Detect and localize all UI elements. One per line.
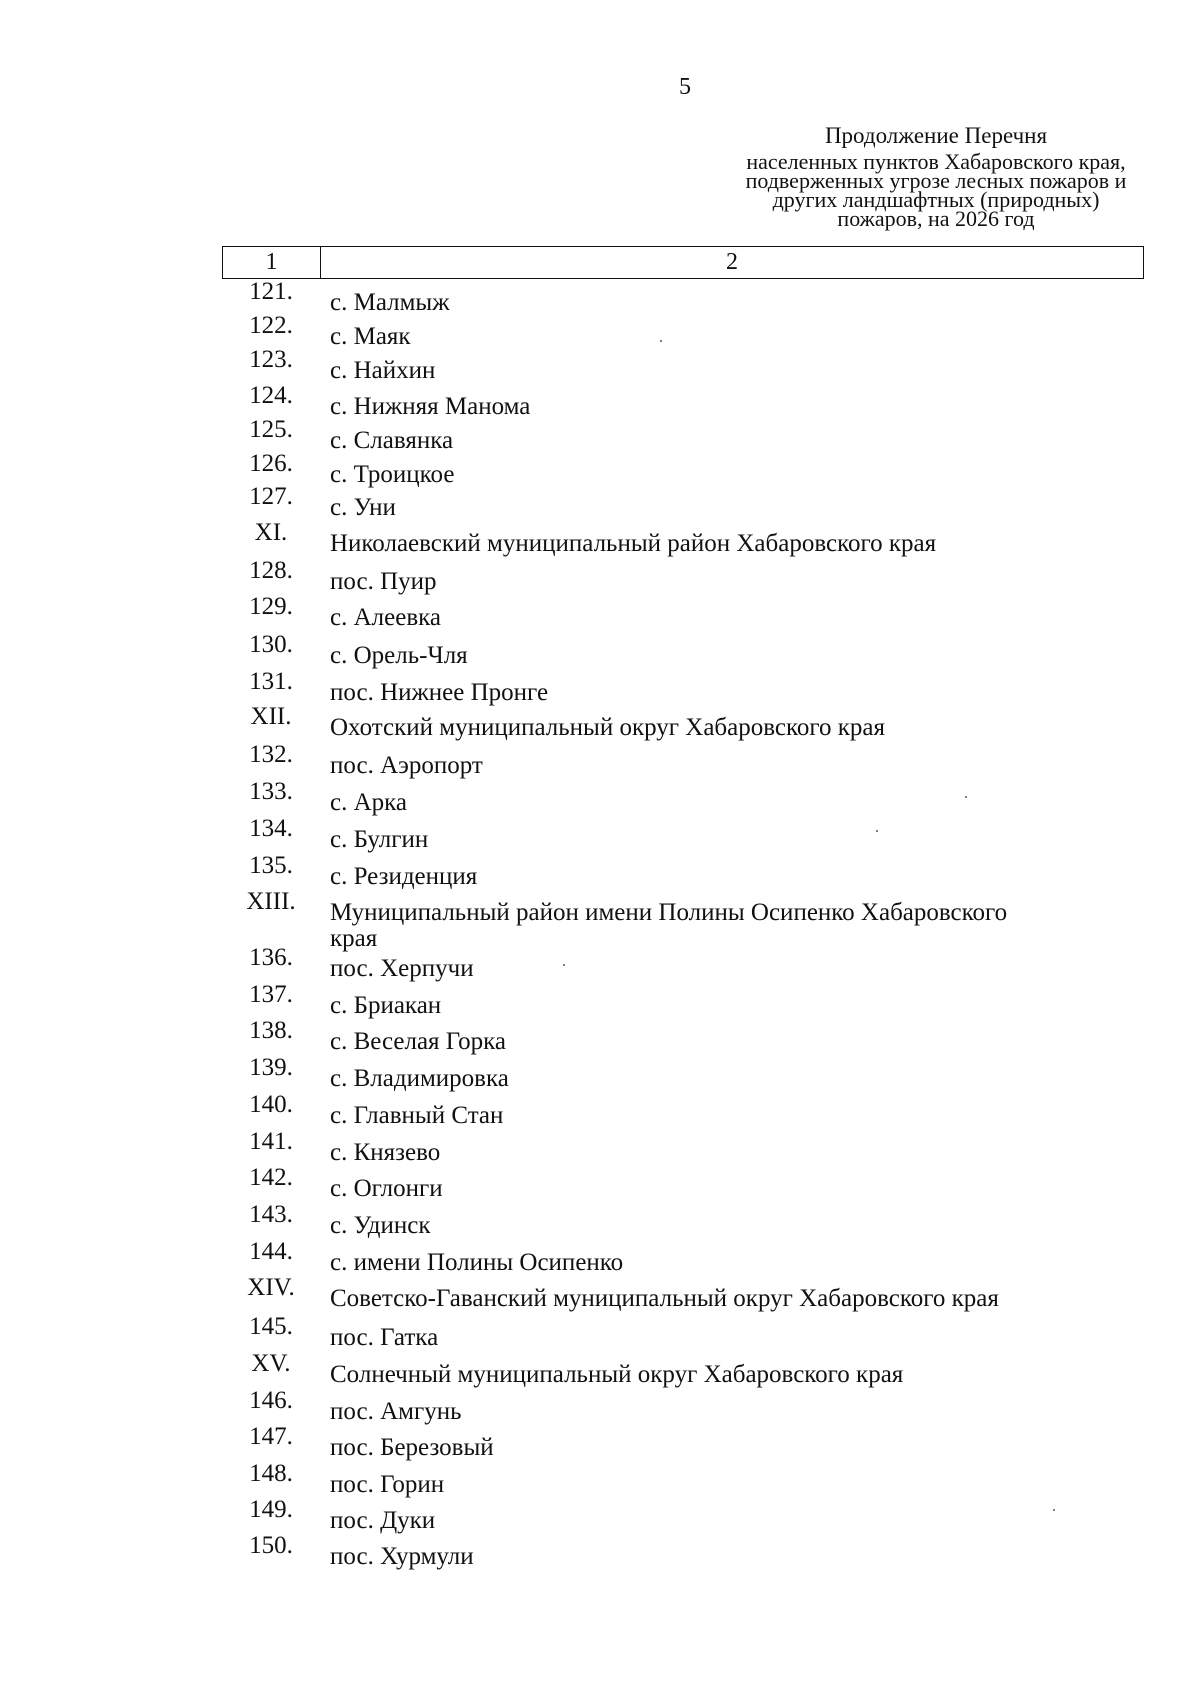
row-text: Николаевский муниципальный район Хабаровского края [330,530,937,557]
row-number: 148. [249,1460,293,1487]
row-text: с. Владимировка [330,1065,509,1092]
row-text: пос. Амгунь [330,1398,462,1425]
row-text: Охотский муниципальный округ Хабаровского края [330,714,886,741]
row-text: с. Князево [330,1139,441,1166]
row-number: 125. [249,416,293,443]
row-number: 130. [249,631,293,658]
row-text-continuation: края [330,925,378,952]
row-text: пос. Аэропорт [330,752,483,779]
row-number: 121. [249,278,293,305]
row-number: XIV. [247,1274,295,1301]
row-text: пос. Нижнее Пронге [330,679,549,706]
row-number: 140. [249,1091,293,1118]
row-number: XII. [250,703,292,730]
row-number: 139. [249,1054,293,1081]
row-text: пос. Херпучи [330,955,474,982]
row-text: с. Булгин [330,826,429,853]
row-number: 135. [249,852,293,879]
scan-speck [965,796,967,798]
row-text: с. Бриакан [330,992,442,1019]
row-number: XI. [254,519,288,546]
row-text: с. Нижняя Манома [330,393,531,420]
row-text: пос. Дуки [330,1507,436,1534]
row-text: Муниципальный район имени Полины Осипенко Хабаровского [330,899,1008,926]
row-text: Советско-Гаванский муниципальный округ Хабаровского края [330,1285,999,1312]
row-text: с. Главный Стан [330,1102,504,1129]
scan-speck [563,964,565,966]
row-number: 131. [249,668,293,695]
row-text: с. Веселая Горка [330,1028,506,1055]
row-number: 147. [249,1423,293,1450]
row-text: с. Алеевка [330,604,441,631]
row-text: пос. Хурмули [330,1543,474,1570]
row-number: XIII. [246,888,296,915]
row-number: 128. [249,557,293,584]
heading-subtitle-line: пожаров, на 2026 год [837,206,1035,231]
row-text: Солнечный муниципальный округ Хабаровского края [330,1361,904,1388]
row-text: с. Славянка [330,427,454,454]
heading-subtitle [706,149,1166,231]
row-number: 124. [249,382,293,409]
row-number: 150. [249,1532,293,1559]
table-header-col-2: 2 [726,249,738,275]
row-number: 143. [249,1201,293,1228]
row-number: 122. [249,312,293,339]
row-text: пос. Горин [330,1471,445,1498]
row-number: 126. [249,450,293,477]
row-number: 127. [249,483,293,510]
row-number: 134. [249,815,293,842]
row-number: 138. [249,1017,293,1044]
row-text: пос. Гатка [330,1324,439,1351]
heading-subtitle-line: населенных пунктов Хабаровского края, [746,149,1126,174]
row-text: с. Орель-Чля [330,642,468,669]
row-text: с. Малмыж [330,289,450,316]
heading-title: Продолжение Перечня [824,123,1048,148]
row-number: 141. [249,1128,293,1155]
scan-speck [876,830,878,832]
row-number: 133. [249,778,293,805]
row-number: 129. [249,593,293,620]
row-text: с. Найхин [330,357,436,384]
row-number: 136. [249,944,293,971]
row-number: 144. [249,1238,293,1265]
heading-subtitle-line: подверженных угрозе лесных пожаров и [745,168,1127,193]
row-number: 142. [249,1164,293,1191]
row-number: 149. [249,1496,293,1523]
table-header-row [222,246,1144,279]
row-text: с. Маяк [330,323,411,350]
row-number: 123. [249,346,293,373]
row-text: с. Уни [330,494,396,521]
row-number: 137. [249,981,293,1008]
row-number: XV. [251,1350,291,1377]
row-number: 146. [249,1387,293,1414]
row-text: с. имени Полины Осипенко [330,1249,624,1276]
row-text: пос. Пуир [330,568,437,595]
row-number: 132. [249,741,293,768]
row-number: 145. [249,1313,293,1340]
row-text: с. Троицкое [330,461,455,488]
row-text: с. Удинск [330,1212,431,1239]
row-text: с. Оглонги [330,1175,443,1202]
row-text: пос. Березовый [330,1434,494,1461]
scan-speck [1053,1509,1055,1511]
scan-speck [660,340,662,342]
page-number: 5 [679,74,691,100]
heading-subtitle-line: других ландшафтных (природных) [772,187,1100,212]
row-text: с. Резиденция [330,863,478,890]
row-text: с. Арка [330,789,408,816]
table-header-col-1: 1 [223,247,321,278]
